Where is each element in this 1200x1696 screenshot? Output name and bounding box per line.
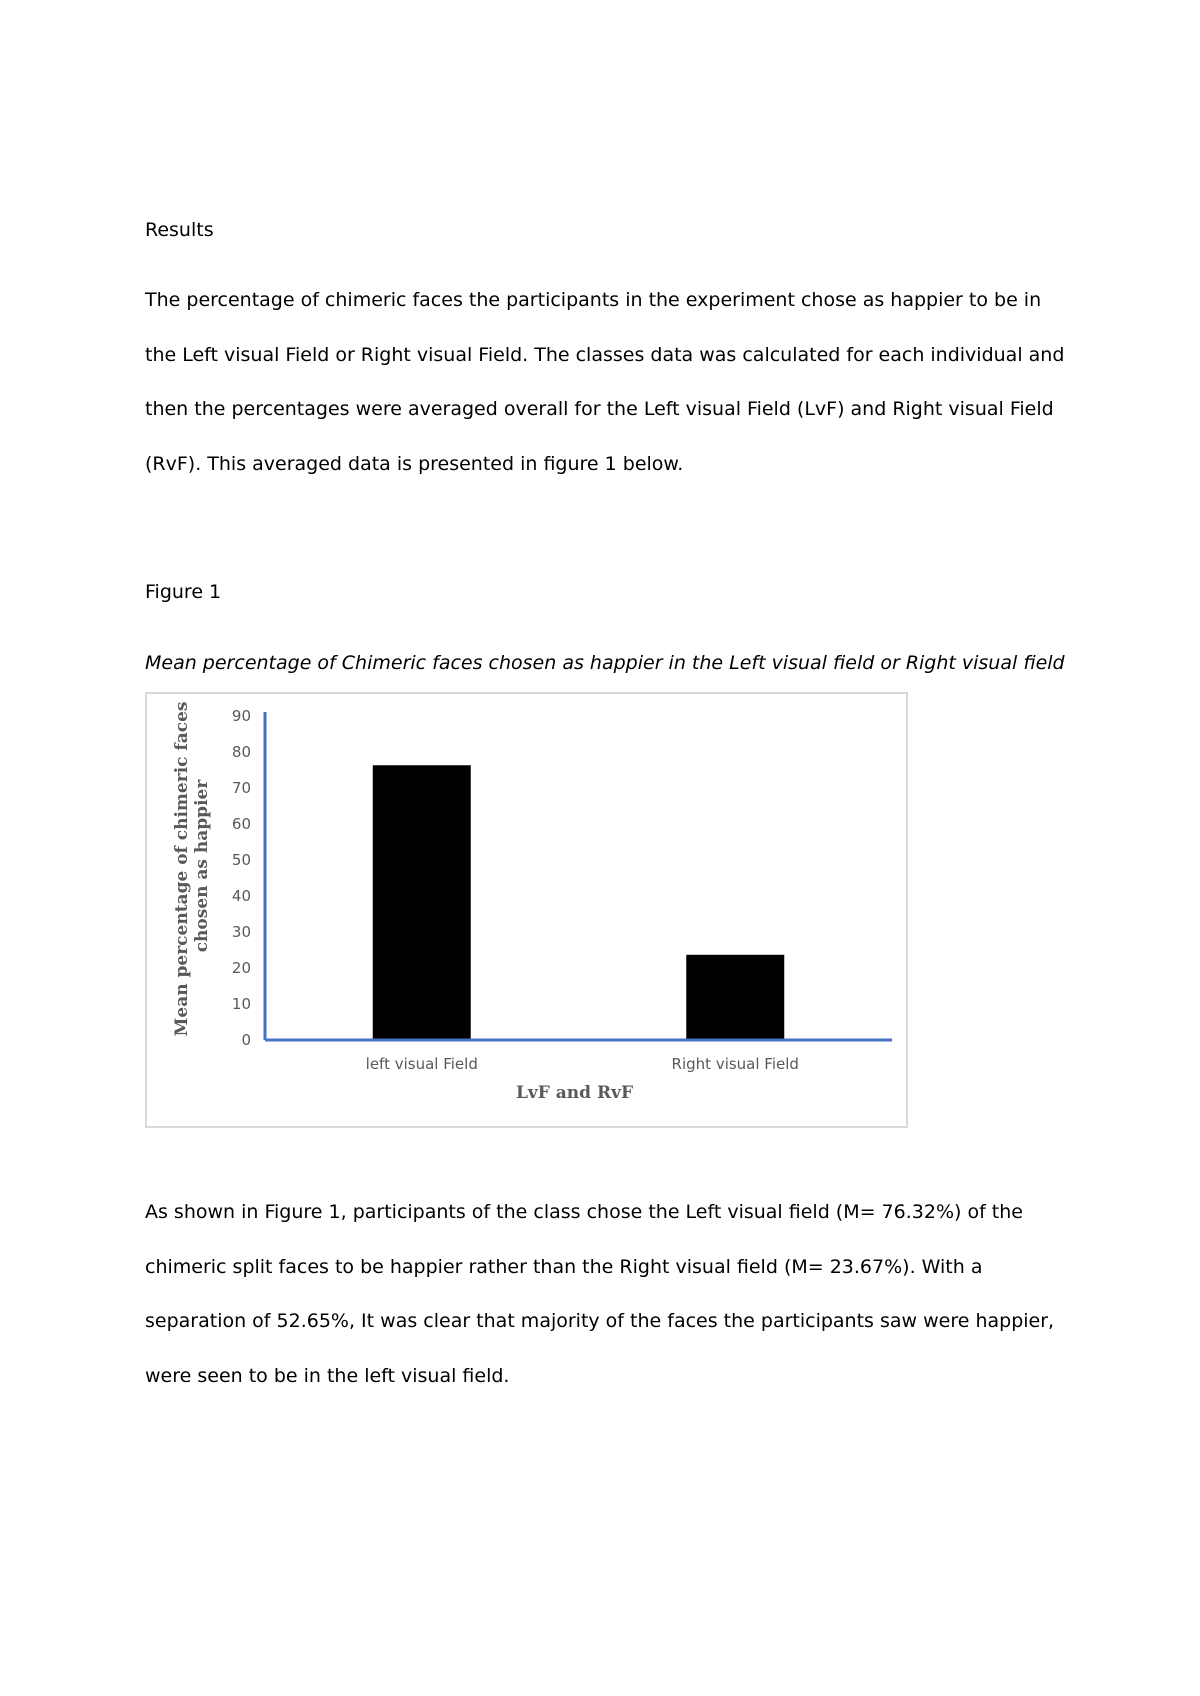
- y-tick-label: 10: [231, 995, 251, 1013]
- bar: [373, 765, 471, 1040]
- y-tick-label: 60: [231, 815, 251, 833]
- y-tick-label: 40: [231, 887, 251, 905]
- y-tick-label: 80: [231, 743, 251, 761]
- section-heading: Results: [145, 219, 214, 241]
- y-axis-title-line-2: chosen as happier: [192, 779, 212, 953]
- y-axis-title: [172, 696, 212, 1037]
- x-category-label: Right visual Field: [671, 1055, 799, 1073]
- y-axis-title-line-1: Mean percentage of chimeric faces: [172, 701, 192, 1037]
- y-tick-label: 50: [231, 851, 251, 869]
- bar: [686, 955, 784, 1040]
- bars: [373, 765, 785, 1040]
- y-tick-label: 30: [231, 923, 251, 941]
- figure-caption: Mean percentage of Chimeric faces chosen as happier in the Left visual field or Right visual field: [145, 652, 1065, 674]
- x-axis-categories: [366, 1055, 799, 1073]
- y-tick-label: 90: [231, 707, 251, 725]
- y-tick-label: 20: [231, 959, 251, 977]
- y-tick-label: 0: [241, 1031, 251, 1049]
- x-category-label: left visual Field: [365, 1055, 478, 1073]
- y-tick-label: 70: [231, 779, 251, 797]
- results-paragraph: The percentage of chimeric faces the participants in the experiment chose as happier to be in the Left visual Field or Right visual Field. The classes data was calculated for each individual and then the percentages were averaged overall for the Left visual Field (LvF) and Right visual Field (RvF). This averaged data is presented in figure 1 below.: [145, 289, 1065, 475]
- y-axis-ticks: [232, 707, 251, 1049]
- discussion-paragraph: As shown in Figure 1, participants of the class chose the Left visual field (M= 76.32%) of the chimeric split faces to be happier rather than the Right visual field (M= 23.67%). With a separation of 52.65%, It was clear that majority of the faces the participants saw were happier, were seen to be in the left visual field.: [145, 1201, 1055, 1387]
- bar-chart-svg: [147, 694, 906, 1126]
- x-axis-title: LvF and RvF: [515, 1083, 634, 1103]
- figure-label: Figure 1: [145, 581, 222, 603]
- bar-chart: [145, 692, 908, 1128]
